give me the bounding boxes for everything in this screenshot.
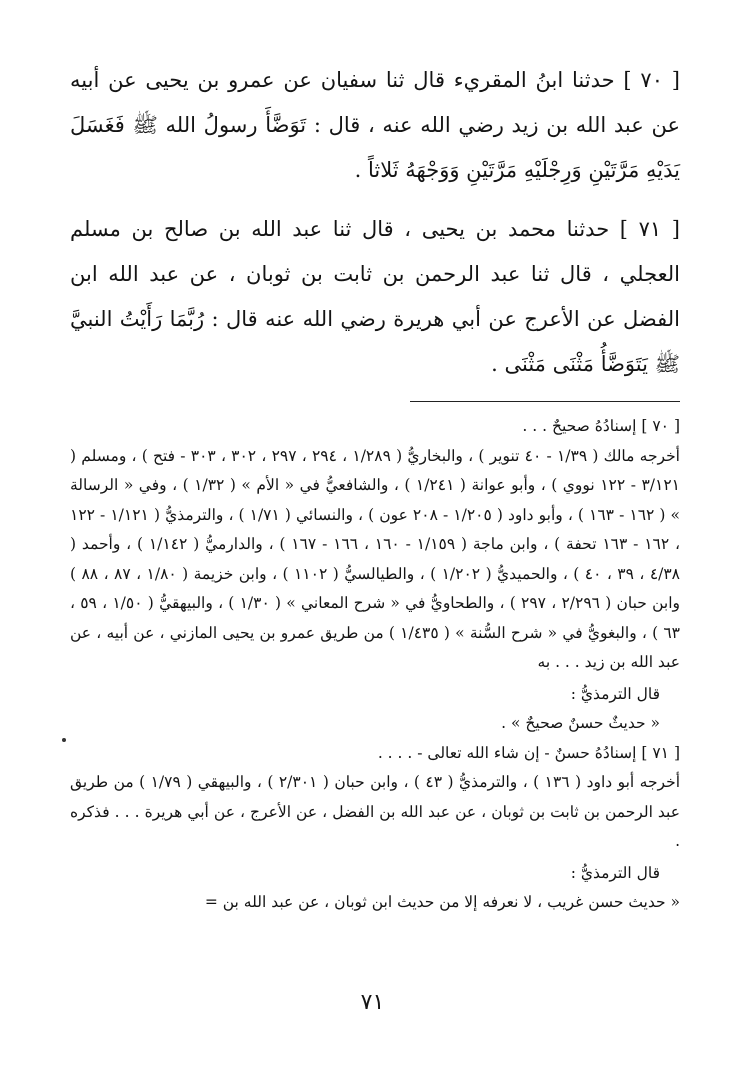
hadith-70: [ ٧٠ ] حدثنا ابنُ المقريء قال ثنا سفيان عن عمرو بن يحيى عن أبيه عن عبد الله بن زيد رضي الله عنه ، قال : تَوَضَّأَ رسولُ الله ﷺ فَغَسَلَ يَدَيْهِ مَرَّتَيْنِ وَرِجْلَيْهِ مَرَّتَيْنِ وَوَجْهَهُ ثَلاثاً .: [70, 68, 680, 182]
note-71-body: أخرجه أبو داود ( ١٣٦ ) ، والترمذيُّ ( ٤٣ ) ، وابن حبان ( ٢/٣٠١ ) ، والبيهقي ( ١/٧٩ ) من طريق عبد الرحمن بن ثابت بن ثوبان ، عن عبد الله بن الفضل ، عن الأعرج ، عن أبي هريرة . . . فذكره .: [70, 773, 680, 850]
note-70-heading: [ ٧٠ ] إسنادُهُ صحيحٌ . . .: [522, 417, 680, 435]
hadith-71: [ ٧١ ] حدثنا محمد بن يحيى ، قال ثنا عبد الله بن صالح بن مسلم العجلي ، قال ثنا عبد الرحمن بن ثابت بن ثوبان ، عن عبد الله ابن الفضل عن الأعرج عن أبي هريرة رضي الله عنه قال : رُبَّمَا رَأَيْتُ النبيَّ ﷺ يَتَوَضَّأُ مَثْنَى مَثْنَى .: [70, 217, 680, 376]
footnotes: [70, 412, 680, 918]
note-71-tirmidhi-label: قال الترمذيُّ :: [570, 863, 660, 882]
page-content: [70, 58, 680, 918]
margin-dot: [62, 738, 66, 742]
note-70-tirmidhi-label: قال الترمذيُّ :: [570, 684, 660, 703]
note-70-body: أخرجه مالك ( ١/٣٩ - ٤٠ تنوير ) ، والبخاريُّ ( ١/٢٨٩ ، ٢٩٤ ، ٢٩٧ ، ٣٠٢ ، ٣٠٣ - فتح ) ، ومسلم ( ٣/١٢١ - ١٢٢ نووي ) ، وأبو عوانة ( ١/٢٤١ ) ، والشافعيُّ في « الأم » ( ١/٣٢ ) ، وفي « الرسالة » ( ١٦٢ - ١٦٣ ) ، وأبو داود ( ١/٢٠٥ - ٢٠٨ عون ) ، والنسائي ( ١/٧١ ) ، والترمذيُّ ( ١/١٢١ - ١٢٢ ، ١٦٢ - ١٦٣ تحفة ) ، وابن ماجة ( ١/١٥٩ - ١٦٠ ، ١٦٦ - ١٦٧ ) ، والدارميُّ ( ١/١٤٢ ) ، وأحمد ( ٤/٣٨ ، ٣٩ ، ٤٠ ) ، والحميديُّ ( ١/٢٠٢ ) ، والطيالسيُّ ( ١١٠٢ ) ، وابن خزيمة ( ١/٨٠ ، ٨٧ ، ٨٨ ) وابن حبان ( ٢/٢٩٦ ، ٢٩٧ ) ، والطحاويُّ في « شرح المعاني » ( ١/٣٠ ) ، والبيهقيُّ ( ١/٥٠ ، ٥٩ ، ٦٣ ) ، والبغويُّ في « شرح السُّنة » ( ١/٤٣٥ ) من طريق عمرو بن يحيى المازني ، عن أبيه ، عن عبد الله بن زيد . . . به: [70, 446, 681, 671]
note-70-tirmidhi-quote: « حديثٌ حسنٌ صحيحٌ » .: [501, 714, 660, 732]
note-71-heading: [ ٧١ ] إسنادُهُ حسنٌ - إن شاء الله تعالى - . . . .: [377, 743, 680, 762]
footnote-divider: [410, 401, 680, 402]
note-71-tirmidhi-quote: « حديث حسن غريب ، لا نعرفه إلا من حديث ابن ثوبان ، عن عبد الله بن =: [204, 893, 680, 911]
page-number: ٧١: [360, 990, 385, 1015]
main-text: [70, 58, 680, 387]
